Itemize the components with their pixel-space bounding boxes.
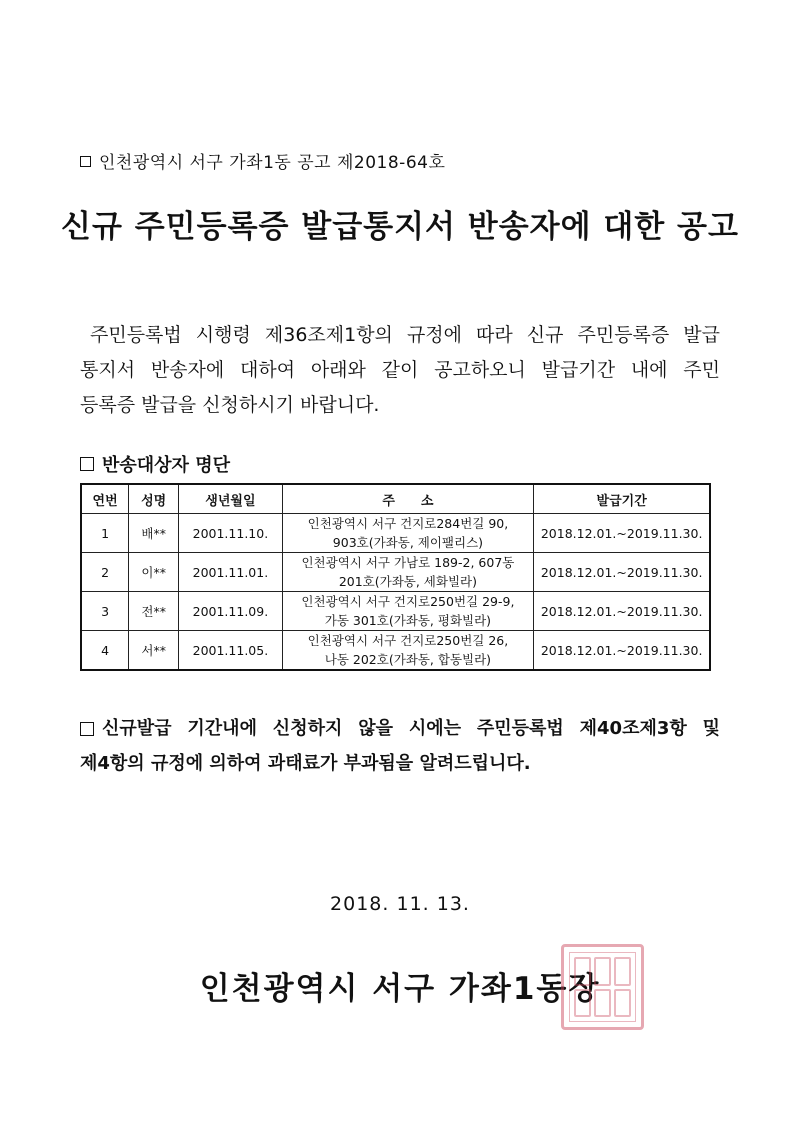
- address-line-1: 인천광역시 서구 건지로284번길 90,: [307, 516, 509, 531]
- cell-name: 배**: [129, 514, 179, 553]
- penalty-notice-line-1: [80, 711, 720, 746]
- cell-name: 이**: [129, 553, 179, 592]
- address-line-2: 가동 301호(가좌동, 평화빌라): [324, 613, 492, 628]
- cell-no: 1: [81, 514, 129, 553]
- cell-birth: 2001.11.10.: [179, 514, 282, 553]
- table-row: [81, 592, 710, 631]
- cell-address: [282, 631, 534, 671]
- cell-name: 전**: [129, 592, 179, 631]
- address-line-2: 201호(가좌동, 세화빌라): [338, 574, 477, 589]
- seal-pattern: [569, 952, 636, 1022]
- col-header-period: 발급기간: [534, 484, 710, 514]
- cell-address: [282, 592, 534, 631]
- penalty-notice-text-1: 신규발급 기간내에 신청하지 않을 시에는 주민등록법 제40조제3항 및: [102, 718, 720, 739]
- table-row: [81, 553, 710, 592]
- cell-birth: 2001.11.01.: [179, 553, 282, 592]
- recipient-table: [80, 483, 711, 671]
- col-header-address: 주 소: [282, 484, 534, 514]
- cell-no: 4: [81, 631, 129, 671]
- table-row: [81, 631, 710, 671]
- body-line-3: 등록증 발급을 신청하시기 바랍니다.: [80, 394, 380, 416]
- cell-name: 서**: [129, 631, 179, 671]
- address-line-1: 인천광역시 서구 건지로250번길 29-9,: [301, 594, 515, 609]
- penalty-notice-line-2: 제4항의 규정에 의하여 과태료가 부과됨을 알려드립니다.: [80, 753, 531, 774]
- notice-date: 2018. 11. 13.: [330, 893, 470, 915]
- checkbox-square-icon: [80, 722, 94, 736]
- body-line-1: 주민등록법 시행령 제36조제1항의 규정에 따라 신규 주민등록증 발급: [90, 324, 720, 346]
- address-line-2: 나동 202호(가좌동, 합동빌라): [324, 652, 492, 667]
- cell-birth: 2001.11.09.: [179, 592, 282, 631]
- penalty-notice: [80, 711, 720, 781]
- cell-period: 2018.12.01.~2019.11.30.: [534, 553, 710, 592]
- notice-number: [80, 148, 445, 173]
- address-line-2: 903호(가좌동, 제이팰리스): [332, 535, 484, 550]
- cell-address: [282, 553, 534, 592]
- table-row: [81, 514, 710, 553]
- bullet-square-icon: [80, 156, 91, 167]
- body-paragraph: [80, 318, 720, 423]
- cell-period: 2018.12.01.~2019.11.30.: [534, 592, 710, 631]
- address-line-1: 인천광역시 서구 건지로250번길 26,: [307, 633, 509, 648]
- cell-period: 2018.12.01.~2019.11.30.: [534, 514, 710, 553]
- cell-no: 2: [81, 553, 129, 592]
- col-header-no: 연번: [81, 484, 129, 514]
- issuer-name: 인천광역시 서구 가좌1동장: [199, 971, 601, 1007]
- cell-no: 3: [81, 592, 129, 631]
- official-seal-stamp: [561, 944, 644, 1030]
- list-heading-text: 반송대상자 명단: [102, 455, 230, 476]
- cell-address: [282, 514, 534, 553]
- cell-period: 2018.12.01.~2019.11.30.: [534, 631, 710, 671]
- list-heading: [80, 451, 230, 477]
- cell-birth: 2001.11.05.: [179, 631, 282, 671]
- notice-number-text: 인천광역시 서구 가좌1동 공고 제2018-64호: [99, 153, 446, 173]
- table-header-row: [81, 484, 710, 514]
- address-line-1: 인천광역시 서구 가남로 189-2, 607동: [301, 555, 515, 570]
- checkbox-square-icon: [80, 457, 94, 471]
- col-header-name: 성명: [129, 484, 179, 514]
- col-header-birth: 생년월일: [179, 484, 282, 514]
- document-title: 신규 주민등록증 발급통지서 반송자에 대한 공고: [61, 209, 739, 245]
- body-line-2: 통지서 반송자에 대하여 아래와 같이 공고하오니 발급기간 내에 주민: [80, 359, 720, 381]
